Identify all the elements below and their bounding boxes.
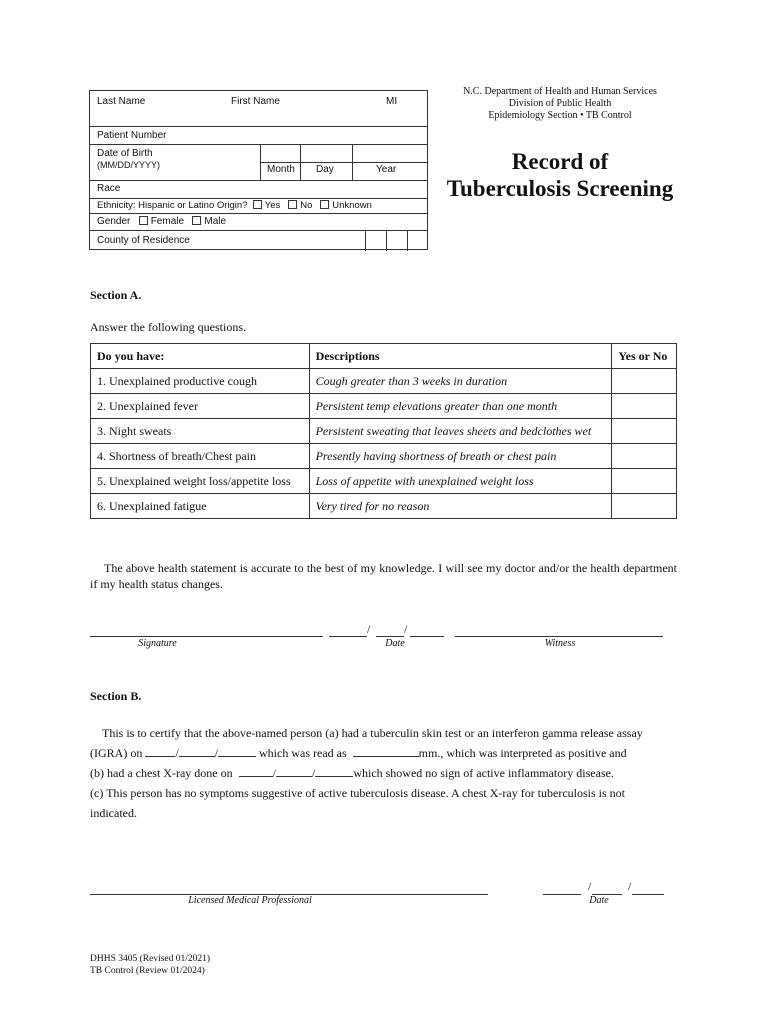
- date-year-blank[interactable]: [410, 624, 444, 637]
- ethnicity-row: [97, 200, 372, 211]
- date-slash-icon: /: [404, 622, 408, 636]
- dob-year-label: Year: [376, 164, 397, 175]
- race-label: Race: [97, 183, 121, 194]
- table-row: [91, 419, 677, 444]
- first-name-label: First Name: [231, 96, 280, 107]
- mm-interpreted-label: mm., which was interpreted as positive and: [418, 746, 627, 760]
- cert-date-caption: Date: [589, 895, 609, 906]
- page-title: [430, 148, 690, 202]
- gender-label: Gender: [97, 216, 131, 227]
- dob-day-label: Day: [316, 164, 334, 175]
- professional-signature-line[interactable]: [90, 882, 488, 895]
- igra-on-label: (IGRA) on: [90, 746, 143, 760]
- patient-info-box: [89, 90, 428, 250]
- yes-no-answer-cell[interactable]: [612, 469, 677, 494]
- gender-female-checkbox[interactable]: [139, 216, 148, 225]
- yes-no-answer-cell[interactable]: [612, 419, 677, 444]
- section-a-heading: Section A.: [90, 288, 142, 302]
- description-cell: Cough greater than 3 weeks in duration: [309, 369, 612, 394]
- ethnicity-unknown-checkbox[interactable]: [320, 200, 329, 209]
- gender-row: [97, 216, 226, 227]
- agency-line-2: Division of Public Health: [508, 98, 612, 109]
- professional-caption: Licensed Medical Professional: [188, 895, 312, 906]
- table-row: [91, 469, 677, 494]
- dob-format-label: (MM/DD/YYYY): [97, 160, 160, 170]
- ethnicity-no-label: No: [300, 200, 313, 211]
- symptom-table: [90, 343, 677, 519]
- test-year-blank[interactable]: [218, 756, 256, 757]
- table-row: [91, 494, 677, 519]
- yes-no-answer-cell[interactable]: [612, 394, 677, 419]
- cert-date-day-blank[interactable]: [592, 882, 622, 895]
- signature-caption: Signature: [138, 638, 177, 649]
- dob-month-label: Month: [267, 164, 295, 175]
- ethnicity-label: Ethnicity: Hispanic or Latino Origin?: [97, 200, 248, 211]
- title-line-1: Record of: [511, 149, 609, 174]
- ethnicity-yes-checkbox[interactable]: [253, 200, 262, 209]
- description-cell: Presently having shortness of breath or chest pain: [309, 444, 612, 469]
- col-header-description: Descriptions: [309, 344, 612, 369]
- signature-line[interactable]: [90, 624, 323, 637]
- section-b-body: [90, 723, 690, 823]
- date-day-blank[interactable]: [376, 624, 404, 637]
- yes-no-answer-cell[interactable]: [612, 369, 677, 394]
- description-cell: Very tired for no reason: [309, 494, 612, 519]
- agency-line-1: N.C. Department of Health and Human Services: [463, 86, 657, 97]
- date-slash-icon: /: [588, 879, 592, 893]
- description-cell: Persistent sweating that leaves sheets and bedclothes wet: [309, 419, 612, 444]
- question-cell: 2. Unexplained fever: [91, 394, 310, 419]
- test-month-blank[interactable]: [145, 756, 175, 757]
- ethnicity-yes-label: Yes: [264, 200, 281, 211]
- question-cell: 6. Unexplained fatigue: [91, 494, 310, 519]
- col-header-yes-no: Yes or No: [612, 344, 677, 369]
- col-header-question: Do you have:: [91, 344, 310, 369]
- yes-no-answer-cell[interactable]: [612, 494, 677, 519]
- question-cell: 3. Night sweats: [91, 419, 310, 444]
- gender-male-checkbox[interactable]: [192, 216, 201, 225]
- cert-date-year-blank[interactable]: [632, 882, 664, 895]
- section-b-heading: Section B.: [90, 689, 142, 703]
- read-as-label: which was read as: [259, 746, 347, 760]
- patient-number-label: Patient Number: [97, 130, 167, 141]
- description-cell: Loss of appetite with unexplained weight loss: [309, 469, 612, 494]
- mm-reading-blank[interactable]: [353, 756, 419, 757]
- question-cell: 1. Unexplained productive cough: [91, 369, 310, 394]
- form-number: DHHS 3405 (Revised 01/2021): [90, 954, 211, 964]
- section-b-line-1: This is to certify that the above-named person (a) had a tuberculin skin test or an interferon gamma release assay: [102, 726, 643, 740]
- county-label: County of Residence: [97, 235, 190, 246]
- last-name-label: Last Name: [97, 96, 146, 107]
- question-cell: 5. Unexplained weight loss/appetite loss: [91, 469, 310, 494]
- gender-female-label: Female: [150, 216, 185, 227]
- ethnicity-no-checkbox[interactable]: [288, 200, 297, 209]
- form-footer: [90, 953, 210, 977]
- cert-date-month-blank[interactable]: [543, 882, 581, 895]
- title-line-2: Tuberculosis Screening: [446, 176, 674, 201]
- table-row: [91, 369, 677, 394]
- date-caption: Date: [385, 638, 405, 649]
- witness-line[interactable]: [455, 624, 663, 637]
- question-cell: 4. Shortness of breath/Chest pain: [91, 444, 310, 469]
- section-b-line-2: (IGRA) on / / which was read as mm., which was interpreted as positive and: [90, 746, 627, 760]
- date-slash-icon: /: [628, 879, 632, 893]
- description-cell: Persistent temp elevations greater than one month: [309, 394, 612, 419]
- review-date: TB Control (Review 01/2024): [90, 966, 205, 976]
- date-slash-icon: /: [367, 622, 371, 636]
- mi-label: MI: [386, 96, 398, 107]
- section-b-line-4: (c) This person has no symptoms suggestive of active tuberculosis disease. A chest X-ray for tuberculosis is not: [90, 786, 626, 800]
- ethnicity-unknown-label: Unknown: [332, 200, 372, 211]
- witness-caption: Witness: [544, 638, 576, 649]
- table-row: [91, 394, 677, 419]
- table-header-row: [91, 344, 677, 369]
- health-statement: The above health statement is accurate to the best of my knowledge. I will see my doctor and/or the health department if my health status changes.: [90, 561, 677, 591]
- gender-male-label: Male: [204, 216, 227, 227]
- section-a-instruction: Answer the following questions.: [90, 320, 246, 334]
- agency-line-3: Epidemiology Section • TB Control: [488, 110, 632, 121]
- test-day-blank[interactable]: [179, 756, 215, 757]
- date-month-blank[interactable]: [329, 624, 367, 637]
- xray-year-blank[interactable]: [315, 776, 353, 777]
- section-b-line-5: indicated.: [90, 806, 137, 820]
- table-row: [91, 444, 677, 469]
- section-b-line-3: (b) had a chest X-ray done on / / which showed no sign of active inflammatory disease.: [90, 766, 614, 780]
- xray-label: (b) had a chest X-ray done on: [90, 766, 233, 780]
- xray-day-blank[interactable]: [276, 776, 312, 777]
- xray-month-blank[interactable]: [239, 776, 273, 777]
- xray-result-label: which showed no sign of active inflammatory disease.: [353, 766, 614, 780]
- agency-block: [440, 86, 680, 122]
- yes-no-answer-cell[interactable]: [612, 444, 677, 469]
- dob-label: Date of Birth: [97, 148, 153, 159]
